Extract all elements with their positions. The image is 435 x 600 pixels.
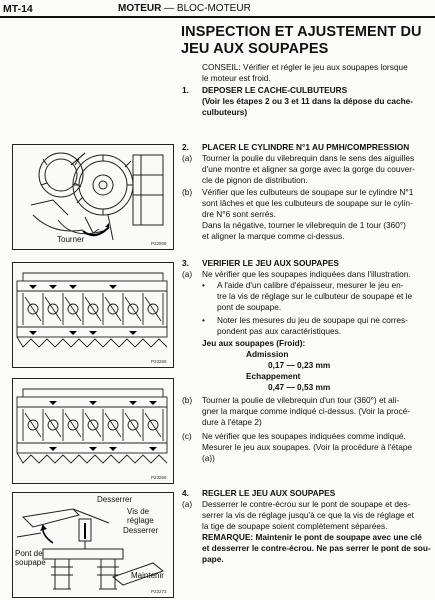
step-3-bullet-1 <box>217 280 434 313</box>
admission-label: Admission <box>246 349 289 359</box>
step-3-b-line: Tourner la poulie de vilebrequin d'un tour (360°) et ali- <box>202 395 400 405</box>
step-2-b-line: dre N°6 sont serrés. <box>202 209 276 219</box>
step-2-b-line: Dans la négative, tourner le vilebrequin de 1 tour (360°) <box>202 220 406 230</box>
page-number: MT-14 <box>3 3 33 15</box>
step-1-number: 1. <box>182 85 189 95</box>
header-rule <box>0 16 435 18</box>
label-soupape: soupape <box>15 558 46 567</box>
step-3-number: 3. <box>182 258 189 268</box>
figure-valve-layout-2 <box>12 378 174 484</box>
figure-crank-pulley <box>12 144 174 250</box>
figure-valve-bridge <box>12 492 174 598</box>
bullet-line: A l'aide d'un calibre d'épaisseur, mesurer le jeu en- <box>217 280 404 290</box>
conseil-line-1: CONSEIL: Vérifier et régler le jeu aux soupapes lorsque <box>202 62 408 72</box>
step-3-b-line: gner la marque comme indiqué ci-dessus. (Voir la procé- <box>202 406 410 416</box>
step-3-title: VERIFIER LE JEU AUX SOUPAPES <box>202 258 339 268</box>
bullet-line: pont de soupape. <box>217 302 282 312</box>
section-name: MOTEUR <box>118 3 162 14</box>
label-reglage: réglage <box>127 516 154 525</box>
bullet-line: pondent pas aux caractéristiques. <box>217 326 342 336</box>
subsection-name: — BLOC-MOTEUR <box>164 3 251 14</box>
step-3-c-line: (a)) <box>202 453 215 463</box>
title-line-2: JEU AUX SOUPAPES <box>181 41 329 57</box>
step-2-b-label: (b) <box>182 187 193 197</box>
echappement-value: 0,47 — 0,53 mm <box>268 382 331 392</box>
step-4-title: REGLER LE JEU AUX SOUPAPES <box>202 488 336 498</box>
step-2-number: 2. <box>182 142 189 152</box>
conseil-line-2: le moteur est froid. <box>202 73 271 83</box>
step-3-a-text: Ne vérifier que les soupapes indiquées dans l'illustration. <box>202 269 411 279</box>
step-3-c-label: (c) <box>182 431 192 441</box>
crank-pulley-drawing <box>13 145 173 249</box>
cylinder-head-drawing-2 <box>13 379 173 483</box>
step-3-b-label: (b) <box>182 395 193 405</box>
step-4-a-label: (a) <box>182 499 193 509</box>
label-maintenir: Maintenir <box>131 571 164 580</box>
step-3-c-text <box>202 431 434 464</box>
step-4-number: 4. <box>182 488 189 498</box>
label-desserrer: Desserrer <box>97 495 133 504</box>
page-title <box>181 24 431 58</box>
step-2-b-line: sont lâches et que les culbuteurs de soupape sur le cylin- <box>202 198 413 208</box>
page-header <box>0 0 435 20</box>
step-1-title: DEPOSER LE CACHE-CULBUTEURS <box>202 85 348 95</box>
spec-title: Jeu aux soupapes (Froid): <box>202 338 306 348</box>
conseil <box>202 62 432 73</box>
remark-line: REMARQUE: Maintenir le pont de soupape avec une clé <box>202 532 422 542</box>
label-desserrer-2: Desserrer <box>123 526 159 535</box>
section-title <box>118 3 251 14</box>
figure-valve-layout-1 <box>12 262 174 368</box>
step-2-a-line: Tourner la poulie du vilebrequin dans le sens des aiguilles <box>202 153 415 163</box>
bullet-icon: • <box>202 315 205 325</box>
bullet-icon: • <box>202 280 205 290</box>
label-pont-de: Pont de <box>15 549 43 558</box>
step-2-a-line: cle de pignon de distribution. <box>202 175 308 185</box>
bullet-line: Noter les mesures du jeu de soupape qui ne corres- <box>217 315 408 325</box>
figure-2-code: P23268 <box>151 359 167 364</box>
label-vis-de: Vis de <box>127 507 150 516</box>
figure-1-label: Tourner <box>57 235 85 244</box>
echappement-label: Echappement <box>246 371 301 381</box>
step-2-b-line: Vérifier que les culbuteurs de soupape sur le cylindre N°1 <box>202 187 414 197</box>
remark-line: et desserrer le contre-écrou. Ne pas serrer le pont de sou- <box>202 543 431 553</box>
step-2-b-line: et aligner la marque comme ci-dessus. <box>202 231 345 241</box>
step-4-a-line: serrer la vis de réglage jusqu'à ce que la vis de réglage et <box>202 510 414 520</box>
admission-value: 0,17 — 0,23 mm <box>268 360 331 370</box>
figure-3-code: P23269 <box>151 475 167 480</box>
step-4-a-text <box>202 499 434 532</box>
step-4-remark <box>202 532 434 565</box>
step-2-a-text <box>202 153 434 186</box>
figure-1-code: P22808 <box>151 241 167 246</box>
title-line-1: INSPECTION ET AJUSTEMENT DU <box>181 24 422 40</box>
step-3-c-line: Mesurer le jeu aux soupapes. (Voir la procédure à l'étape <box>202 442 413 452</box>
step-3-b-line: dure à l'étape 2) <box>202 417 262 427</box>
step-3-bullet-2 <box>217 315 434 337</box>
step-2-title: PLACER LE CYLINDRE N°1 AU PMH/COMPRESSION <box>202 142 410 152</box>
step-3-c-line: Ne vérifier que les soupapes indiquées comme indiqué. <box>202 431 406 441</box>
cylinder-head-drawing-1 <box>13 263 173 367</box>
step-3-b-text <box>202 395 434 428</box>
step-4-a-line: Desserrer le contre-écrou sur le pont de soupape et des- <box>202 499 411 509</box>
step-1-note-2: culbuteurs) <box>202 107 248 117</box>
step-2-a-line: d'une montre et aligner sa gorge avec la gorge du couver- <box>202 164 415 174</box>
step-4-a-line: la tige de soupape soient complètement séparées. <box>202 521 388 531</box>
figure-4-code: P23273 <box>151 589 167 594</box>
step-3-a-label: (a) <box>182 269 193 279</box>
step-2-b-text <box>202 187 434 242</box>
bullet-line: tre la vis de réglage sur le culbuteur de soupape et le <box>217 291 413 301</box>
step-2-a-label: (a) <box>182 153 193 163</box>
remark-line: pape. <box>202 554 224 564</box>
step-1-note-1: (Voir les étapes 2 ou 3 et 11 dans la dépose du cache- <box>202 96 414 106</box>
